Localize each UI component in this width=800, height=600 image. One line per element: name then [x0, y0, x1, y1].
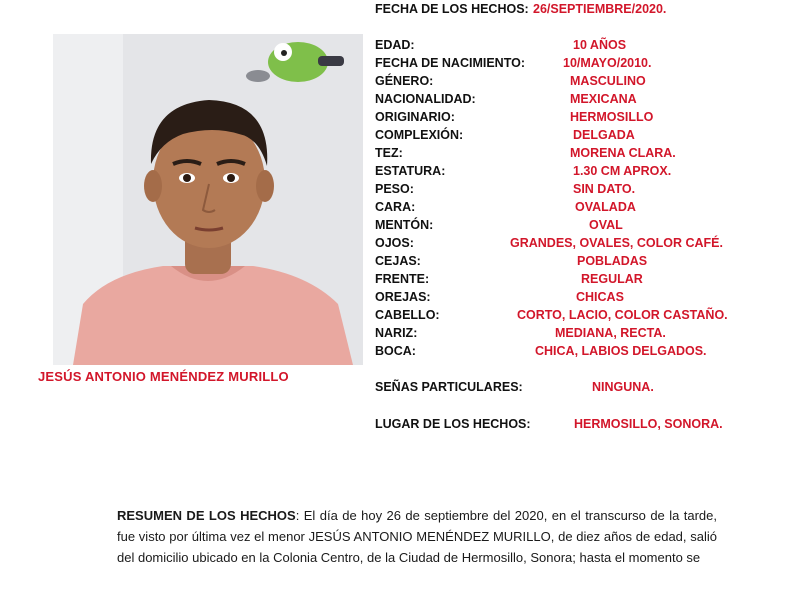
particulars-label: SEÑAS PARTICULARES:	[375, 380, 523, 394]
detail-label: PESO:	[375, 182, 414, 196]
detail-label: COMPLEXIÓN:	[375, 128, 464, 142]
detail-label: ESTATURA:	[375, 164, 446, 178]
detail-label: EDAD:	[375, 38, 415, 52]
incident-date-value: 26/SEPTIEMBRE/2020.	[533, 2, 667, 16]
detail-label: CARA:	[375, 200, 416, 214]
detail-label: CABELLO:	[375, 308, 440, 322]
detail-label: ORIGINARIO:	[375, 110, 455, 124]
detail-label: TEZ:	[375, 146, 403, 160]
summary-paragraph	[117, 505, 717, 568]
detail-value: MEXICANA	[570, 92, 637, 106]
detail-value: 10 AÑOS	[573, 38, 627, 52]
detail-label: CEJAS:	[375, 254, 421, 268]
detail-value: CHICAS	[576, 290, 624, 304]
detail-value: 1.30 CM APROX.	[573, 164, 672, 178]
detail-value: MORENA CLARA.	[570, 146, 676, 160]
detail-value: DELGADA	[573, 128, 635, 142]
detail-label: GÉNERO:	[375, 74, 434, 88]
detail-label: FRENTE:	[375, 272, 430, 286]
person-photo-illustration	[53, 34, 363, 365]
detail-value: CORTO, LACIO, COLOR CASTAÑO.	[517, 308, 728, 322]
detail-value: SIN DATO.	[573, 182, 636, 196]
detail-label: NARIZ:	[375, 326, 418, 340]
detail-value: REGULAR	[581, 272, 643, 286]
detail-label: OREJAS:	[375, 290, 431, 304]
detail-label: BOCA:	[375, 344, 416, 358]
summary-label: RESUMEN DE LOS HECHOS	[117, 508, 296, 523]
person-name: JESÚS ANTONIO MENÉNDEZ MURILLO	[38, 369, 289, 384]
detail-value: OVALADA	[575, 200, 636, 214]
detail-value: GRANDES, OVALES, COLOR CAFÉ.	[510, 236, 723, 250]
detail-value: CHICA, LABIOS DELGADOS.	[535, 344, 707, 358]
detail-label: FECHA DE NACIMIENTO:	[375, 56, 525, 70]
detail-label: MENTÓN:	[375, 218, 434, 232]
person-photo	[53, 34, 363, 365]
detail-label: OJOS:	[375, 236, 414, 250]
detail-value: 10/MAYO/2010.	[563, 56, 652, 70]
detail-value: MEDIANA, RECTA.	[555, 326, 666, 340]
summary-text: : El día de hoy 26 de septiembre del 2020, en el transcurso de la tarde, fue visto por última vez el menor JESÚS ANTONIO MENÉNDEZ MURILLO, de diez años de edad, salió del domicilio ubicado en la Colonia Centro, de la Ciudad de Hermosillo, Sonora; hasta el momento se	[117, 508, 717, 565]
place-value: HERMOSILLO, SONORA.	[574, 417, 723, 431]
particulars-value: NINGUNA.	[592, 380, 654, 394]
detail-value: OVAL	[589, 218, 623, 232]
detail-value: MASCULINO	[570, 74, 646, 88]
place-label: LUGAR DE LOS HECHOS:	[375, 417, 531, 431]
detail-value: POBLADAS	[577, 254, 648, 268]
detail-value: HERMOSILLO	[570, 110, 654, 124]
incident-date-label: FECHA DE LOS HECHOS:	[375, 2, 529, 16]
detail-label: NACIONALIDAD:	[375, 92, 476, 106]
